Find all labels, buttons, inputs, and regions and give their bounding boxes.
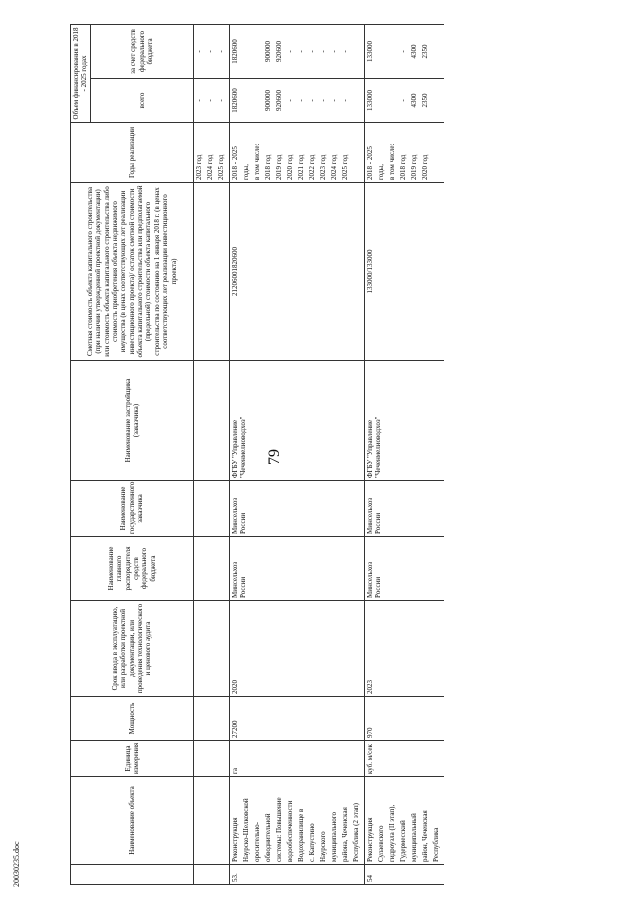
capacity-cell: 27200	[229, 697, 364, 741]
header-unit: Единица измерения	[71, 741, 194, 777]
federal-cell-line: 920600	[274, 41, 283, 62]
federal-cell-line: -	[318, 50, 327, 53]
federal-cell-line: 133000	[365, 41, 374, 62]
federal-cell-line: -	[194, 50, 203, 53]
manager-cell: Минсельхоз России	[229, 537, 364, 601]
deadline-cell: 2023	[364, 601, 444, 697]
empty-cell	[193, 741, 229, 777]
total-cell-line: -	[307, 99, 316, 102]
unit-cell: га	[229, 741, 364, 777]
object-name-line: Реконструкция	[230, 817, 239, 862]
object-name-line: гидроузла (II этап),	[387, 804, 396, 862]
year-cell-line: 2023 год	[194, 154, 203, 180]
total-cell-line	[377, 81, 388, 120]
total-cell-line	[388, 81, 399, 120]
year-cell-line: 2024 год	[329, 154, 338, 180]
object-name-line: обводнительной	[263, 813, 272, 862]
object-name-line: оросительно-	[252, 822, 261, 862]
total-cell	[229, 79, 364, 123]
total-cell-line: -	[296, 99, 305, 102]
investment-table	[70, 24, 444, 885]
header-years: Годы реализации	[71, 123, 194, 183]
year-cell-line: годы,	[376, 163, 385, 180]
year-cell-line: 2018 год	[263, 154, 272, 180]
total-cell-line	[253, 81, 264, 120]
row-number: 54	[364, 865, 444, 885]
year-cell-line: 2019 год	[274, 154, 283, 180]
federal-cell-line	[242, 27, 253, 76]
year-cell-line: 2024 год	[205, 154, 214, 180]
deadline-cell: 2020	[229, 601, 364, 697]
federal-cell-line: -	[329, 50, 338, 53]
year-cell	[364, 123, 444, 183]
year-cell-line: в том числе:	[387, 143, 396, 180]
object-name-line: муниципальный	[409, 813, 418, 862]
total-cell-line: 1820600	[230, 88, 239, 113]
header-budget-manager: Наименование главного распорядителя средств федерального бюджета	[71, 537, 194, 601]
year-cell	[229, 123, 364, 183]
total-cell-line: -	[194, 99, 203, 102]
total-cell-line: 920600	[274, 90, 283, 111]
header-estimate: Сметная стоимость объекта капитального строительства (при наличии утвержденной проектной документации) или стоимость объекта капитального строительства либо стоимость приобретения объекта недвижимого имущества (в ценах соответствующих лет реализации инвестиционного проекта)/ остаток сметной стоимости объекта капитального строительства или предполагаемой (предельной) стоимости объекта капитального строительства по состоянию на 1 января 2018 г. (в ценах соответствующих лет реализации инвестиционного проекта)	[71, 183, 194, 361]
federal-cell-line: -	[398, 50, 407, 53]
federal-cell-line: 900000	[263, 41, 272, 62]
total-cell-line: 2350	[420, 93, 429, 108]
object-name-line: водообеспеченности	[285, 800, 294, 862]
total-cell-line: -	[318, 99, 327, 102]
empty-cell	[193, 865, 229, 885]
capacity-cell: 970	[364, 697, 444, 741]
federal-cell-line: 1820600	[230, 39, 239, 64]
year-cell-line: 2018 - 2025	[230, 146, 239, 180]
total-cell	[364, 79, 444, 123]
document-filename: 20030235.doc	[12, 841, 21, 887]
object-name-line: Республика	[431, 827, 440, 862]
empty-cell	[193, 361, 229, 481]
empty-cell	[193, 697, 229, 741]
total-cell-line: 900000	[263, 90, 272, 111]
federal-cell-line: -	[205, 50, 214, 53]
federal-cell	[229, 24, 364, 78]
table-body	[193, 24, 444, 884]
object-name-line: системы: Повышение	[274, 797, 283, 862]
header-object-name: Наименование объекта	[71, 777, 194, 865]
federal-cell-line: 2350	[420, 44, 429, 59]
empty-cell	[193, 183, 229, 361]
estimate-cell: 133000/133000	[364, 183, 444, 361]
table-row	[193, 24, 229, 884]
empty-cell	[193, 601, 229, 697]
header-number	[71, 865, 194, 885]
federal-cell-line: 4300	[409, 44, 418, 59]
federal-cell	[193, 24, 229, 78]
table-header	[71, 24, 194, 884]
year-cell-line: 2023 год	[318, 154, 327, 180]
federal-cell-line: -	[340, 50, 349, 53]
year-cell	[193, 123, 229, 183]
table-row	[229, 24, 364, 884]
object-name-line: с. Капустино	[307, 823, 316, 862]
developer-cell: ФГБУ "Управление "Чеченмелиоводхоз"	[364, 361, 444, 481]
object-name-line: Водохранилище в	[296, 808, 305, 862]
federal-cell-line: -	[285, 50, 294, 53]
year-cell-line: 2020 год	[285, 154, 294, 180]
object-name-line: Реконструкция	[365, 817, 374, 862]
object-name-line: Гудермесский	[398, 820, 407, 862]
object-name-line: района, Чеченская	[340, 807, 349, 862]
federal-cell-line: -	[296, 50, 305, 53]
federal-cell-line	[377, 27, 388, 76]
manager-cell: Минсельхоз России	[364, 537, 444, 601]
year-cell-line: 2025 год	[340, 154, 349, 180]
total-cell-line: -	[329, 99, 338, 102]
header-developer: Наименование застройщика (заказчика)	[71, 361, 194, 481]
state-customer-cell: Минсельхоз России	[229, 481, 364, 537]
unit-cell: куб. м/сек	[364, 741, 444, 777]
object-name-line: Республика (2 этап)	[351, 803, 360, 862]
total-cell-line: 133000	[365, 90, 374, 111]
object-name-line: район, Чеченская	[420, 810, 429, 862]
total-cell-line: -	[340, 99, 349, 102]
object-name-line: Сулаевского	[376, 825, 385, 862]
year-cell-line: 2020 год	[420, 154, 429, 180]
year-cell-line: 2018 год	[398, 154, 407, 180]
object-name	[229, 777, 364, 865]
object-name	[364, 777, 444, 865]
header-total: всего	[90, 79, 193, 123]
total-cell-line: 4300	[409, 93, 418, 108]
object-name-line: Наурско-Шелковской	[241, 798, 250, 862]
federal-cell-line	[253, 27, 264, 76]
state-customer-cell: Минсельхоз России	[364, 481, 444, 537]
year-cell-line: 2022 год	[307, 154, 316, 180]
federal-cell-line: -	[307, 50, 316, 53]
header-state-customer: Наименование государственного заказчика	[71, 481, 194, 537]
year-cell-line: 2025 год	[216, 154, 225, 180]
year-cell-line: годы,	[241, 163, 250, 180]
total-cell-line: -	[216, 99, 225, 102]
total-cell-line	[242, 81, 253, 120]
federal-cell	[364, 24, 444, 78]
federal-cell-line: -	[216, 50, 225, 53]
total-cell-line: -	[285, 99, 294, 102]
empty-cell	[193, 537, 229, 601]
header-deadline: Срок ввода в эксплуатацию, или разработки проектной документации, или проведения технологического и ценового аудита	[71, 601, 194, 697]
developer-cell: ФГБУ "Управление "Чеченмелиоводхоз"	[229, 361, 364, 481]
empty-cell	[193, 481, 229, 537]
year-cell-line: в том числе:	[252, 143, 261, 180]
row-number: 53.	[229, 865, 364, 885]
table-row	[364, 24, 444, 884]
year-cell-line: 2018 - 2025	[365, 146, 374, 180]
total-cell	[193, 79, 229, 123]
object-name-line: муниципального	[329, 812, 338, 862]
header-capacity: Мощность	[71, 697, 194, 741]
object-name-line: Наурского	[318, 831, 327, 862]
total-cell-line: -	[205, 99, 214, 102]
header-federal: за счет средств федерального бюджета	[90, 24, 193, 78]
total-cell-line: -	[398, 99, 407, 102]
page-number: 79	[266, 449, 283, 465]
empty-cell	[193, 777, 229, 865]
year-cell-line: 2021 год	[296, 154, 305, 180]
year-cell-line: 2019 год	[409, 154, 418, 180]
federal-cell-line	[388, 27, 399, 76]
estimate-cell: 21206001820600	[229, 183, 364, 361]
header-funding-group: Объем финансирования в 2018 - 2025 годах	[71, 24, 91, 122]
